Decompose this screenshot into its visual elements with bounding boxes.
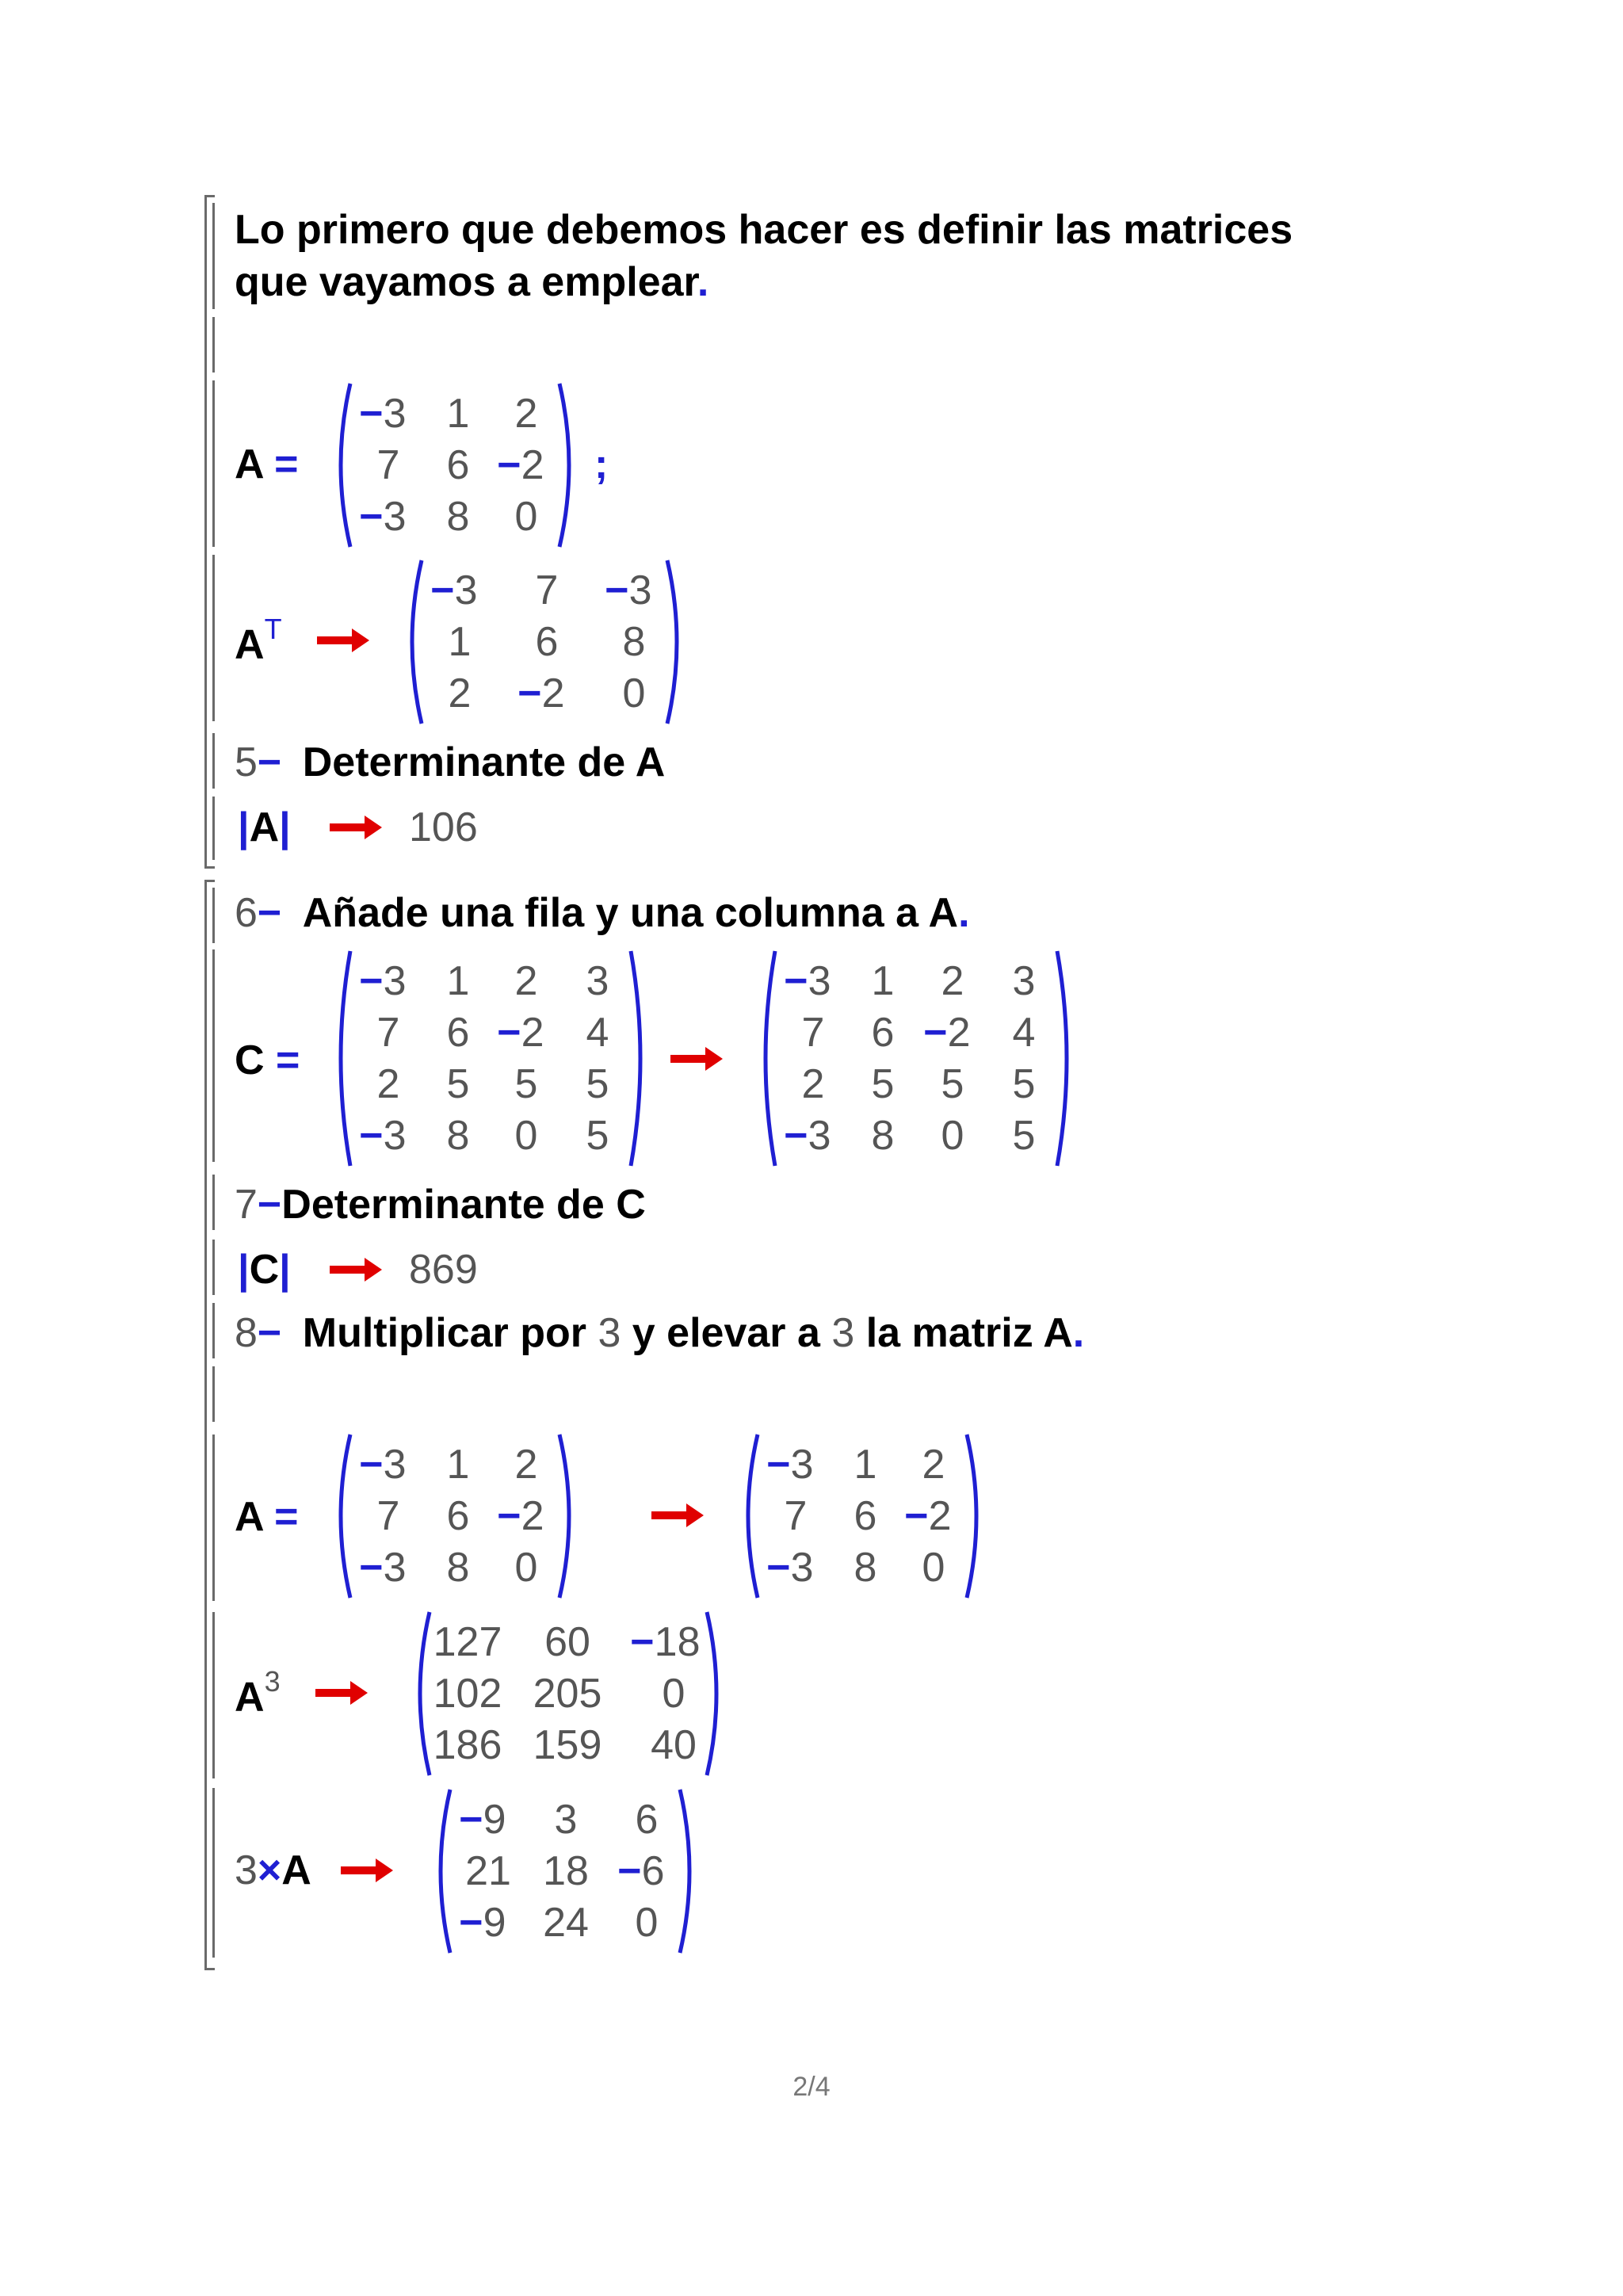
matrix-C-result <box>758 948 1073 1169</box>
minus-sign: − <box>497 1010 521 1056</box>
matrix-cell <box>630 1619 701 1665</box>
cell-bar <box>212 888 215 943</box>
matrix-cell: 7 <box>376 1493 400 1539</box>
cell-value: 3 <box>383 1442 407 1488</box>
minus-sign: − <box>459 1797 483 1843</box>
matrix-cell: 0 <box>514 1113 538 1159</box>
matrix-cell <box>784 958 831 1004</box>
matrix-cell <box>459 1900 506 1946</box>
matrix-cell: 8 <box>854 1545 877 1591</box>
intro-period: . <box>697 259 709 305</box>
intro-line-2 <box>235 259 709 305</box>
cell-bar <box>212 1435 215 1601</box>
cell-value: 6 <box>641 1848 665 1894</box>
cell-bar <box>212 380 215 547</box>
left-parenthesis <box>420 1612 430 1775</box>
minus-sign: − <box>359 1113 384 1159</box>
matrix-cell: 6 <box>854 1493 877 1539</box>
matrix-cell <box>359 1545 407 1591</box>
step7-text: Determinante de C <box>281 1182 646 1228</box>
scalar-number: 3 <box>235 1847 258 1893</box>
matrix-cell <box>497 1010 544 1056</box>
minus-sign: − <box>359 1442 384 1488</box>
cell-value: 18 <box>654 1619 701 1665</box>
cell-bar <box>212 1175 215 1230</box>
matrix-cell: 1 <box>854 1442 877 1488</box>
matrix-cell: 2 <box>514 958 538 1004</box>
matrix-cell: 7 <box>535 567 559 613</box>
cell-value: 3 <box>383 494 407 540</box>
matrix-cell: 4 <box>586 1010 609 1056</box>
step5-dash: − <box>257 739 282 785</box>
minus-sign: − <box>359 391 384 437</box>
step5-text: Determinante de A <box>302 739 666 785</box>
matrix-cell: 3 <box>554 1797 578 1843</box>
matrix-cell: 0 <box>514 494 538 540</box>
intro-line-1: Lo primero que debemos hacer es definir las matrices <box>235 207 1293 253</box>
transpose-superscript: T <box>264 613 282 645</box>
step6-label <box>235 1037 300 1083</box>
matrix-cell <box>766 1442 814 1488</box>
step8-number: 8 <box>235 1310 258 1356</box>
matrix-cell: 60 <box>544 1619 590 1665</box>
matrix-C <box>333 948 647 1169</box>
matrix-cell: 2 <box>514 391 538 437</box>
left-parenthesis <box>766 951 775 1166</box>
matrix-cell: 7 <box>376 1010 400 1056</box>
matrix-cell: 6 <box>446 442 470 488</box>
matrix-cell: 0 <box>922 1545 945 1591</box>
matrix-cell: 5 <box>586 1061 609 1107</box>
cell-bar <box>212 797 215 860</box>
right-parenthesis <box>559 1435 569 1598</box>
right-parenthesis <box>967 1435 976 1598</box>
step8-n2: 3 <box>831 1310 855 1356</box>
matrix-cell <box>359 391 407 437</box>
matrix-cell: 5 <box>1012 1061 1036 1107</box>
step8-defA-equals: = <box>274 1494 299 1540</box>
minus-sign: − <box>430 567 455 613</box>
step8-text-b: y elevar a <box>621 1310 832 1356</box>
defA-letter: A <box>235 441 263 487</box>
matrix-cell: 8 <box>446 1545 470 1591</box>
cell-bar <box>212 317 215 372</box>
arrow-icon <box>328 1255 384 1284</box>
matrix-cell: 7 <box>376 442 400 488</box>
matrix-cell: 3 <box>1012 958 1036 1004</box>
cube-superscript: 3 <box>264 1665 281 1698</box>
matrix-cell: 5 <box>941 1061 964 1107</box>
left-parenthesis <box>412 560 422 724</box>
det-bar-right: | <box>279 804 291 850</box>
cell-value: 2 <box>928 1493 952 1539</box>
left-parenthesis <box>341 951 350 1166</box>
step8-text-a: Multiplicar por <box>302 1310 598 1356</box>
step8-period: . <box>1072 1310 1085 1356</box>
right-parenthesis <box>680 1790 689 1953</box>
matrix-cell: 1 <box>871 958 895 1004</box>
minus-sign: − <box>630 1619 655 1665</box>
matrix-cell: 1 <box>448 619 472 665</box>
step8-defA-letter: A <box>235 1494 263 1540</box>
matrix-cell: 0 <box>941 1113 964 1159</box>
minus-sign: − <box>784 1113 808 1159</box>
arrow-icon <box>650 1501 705 1530</box>
step5-det <box>238 804 291 850</box>
matrix-cell: 0 <box>514 1545 538 1591</box>
matrix-A-step8-result <box>740 1431 983 1601</box>
matrix-cell <box>617 1848 665 1894</box>
arrow-icon <box>669 1045 724 1073</box>
matrix-cell: 18 <box>543 1848 589 1894</box>
matrix-A <box>333 380 575 550</box>
matrix-cell: 5 <box>1012 1113 1036 1159</box>
cell-value: 3 <box>383 1545 407 1591</box>
matrix-cell: 159 <box>533 1722 602 1768</box>
step8-heading <box>235 1312 1084 1354</box>
matrix-cell <box>766 1545 814 1591</box>
matrix-cell <box>459 1797 506 1843</box>
left-parenthesis <box>341 384 350 547</box>
matrix-cell: 2 <box>514 1442 538 1488</box>
matrix-cell: 6 <box>535 619 559 665</box>
minus-sign: − <box>904 1493 929 1539</box>
matrix-cell: 6 <box>635 1797 659 1843</box>
step6-number: 6 <box>235 890 258 936</box>
step7-heading <box>235 1182 646 1228</box>
cube-label <box>235 1665 281 1721</box>
scalar-letter: A <box>281 1847 311 1893</box>
cell-bar <box>212 733 215 789</box>
cell-bar <box>212 1303 215 1358</box>
cell-value: 2 <box>521 442 544 488</box>
matrix-A-cubed <box>412 1609 723 1778</box>
minus-sign: − <box>617 1848 642 1894</box>
minus-sign: − <box>605 567 629 613</box>
matrix-A-step8 <box>333 1431 575 1601</box>
det-bar-left: | <box>238 1247 250 1293</box>
matrix-A-transpose <box>404 557 683 727</box>
step7-det-letter: C <box>249 1247 280 1293</box>
step6-dash: − <box>257 890 282 936</box>
cell-bar <box>212 949 215 1162</box>
matrix-cell: 4 <box>1012 1010 1036 1056</box>
step5-heading <box>235 739 666 785</box>
step7-det-value: 869 <box>409 1247 478 1293</box>
minus-sign: − <box>923 1010 948 1056</box>
matrix-cell: 186 <box>433 1722 502 1768</box>
right-parenthesis <box>667 560 677 724</box>
cell-value: 2 <box>521 1010 544 1056</box>
left-parenthesis <box>441 1790 450 1953</box>
matrix-cell: 8 <box>446 1113 470 1159</box>
step6-equals: = <box>276 1037 300 1083</box>
matrix-cell: 7 <box>784 1493 808 1539</box>
left-parenthesis <box>748 1435 758 1598</box>
matrix-cell: 127 <box>433 1619 502 1665</box>
minus-sign: − <box>359 1545 384 1591</box>
defA-semicolon: ; <box>594 441 609 487</box>
arrow-icon <box>328 813 384 842</box>
cell-value: 3 <box>383 958 407 1004</box>
matrix-cell <box>904 1493 952 1539</box>
matrix-cell <box>517 670 565 716</box>
step8-defA-label <box>235 1496 298 1538</box>
matrix-cell: 6 <box>446 1493 470 1539</box>
step8-n1: 3 <box>598 1310 621 1356</box>
minus-sign: − <box>766 1442 791 1488</box>
det-bar-left: | <box>238 804 250 850</box>
matrix-cell <box>359 958 407 1004</box>
matrix-cell: 1 <box>446 958 470 1004</box>
cell-value: 9 <box>483 1797 506 1843</box>
minus-sign: − <box>459 1900 483 1946</box>
right-parenthesis <box>631 951 640 1166</box>
cell-value: 3 <box>383 391 407 437</box>
matrix-cell: 5 <box>871 1061 895 1107</box>
step8-text-c: la matriz A <box>854 1310 1073 1356</box>
cell-value: 2 <box>521 1493 544 1539</box>
matrix-cell: 6 <box>446 1010 470 1056</box>
matrix-cell <box>430 567 478 613</box>
minus-sign: − <box>359 494 384 540</box>
matrix-cell: 0 <box>622 670 646 716</box>
matrix-cell: 21 <box>465 1848 511 1894</box>
step8-dash: − <box>257 1310 282 1356</box>
minus-sign: − <box>359 958 384 1004</box>
matrix-cell: 0 <box>635 1900 659 1946</box>
scalar-times: × <box>257 1847 282 1893</box>
step6-heading <box>235 892 970 934</box>
matrix-cell <box>605 567 652 613</box>
cube-letter: A <box>235 1674 265 1721</box>
transpose-label <box>235 613 282 668</box>
matrix-cell: 1 <box>446 391 470 437</box>
cell-bar <box>212 555 215 721</box>
det-bar-right: | <box>279 1247 291 1293</box>
matrix-cell: 6 <box>871 1010 895 1056</box>
matrix-cell <box>359 494 407 540</box>
cell-value: 2 <box>947 1010 971 1056</box>
step7-det <box>238 1247 291 1293</box>
scalar-label <box>235 1847 311 1893</box>
cell-bar <box>212 1612 215 1778</box>
matrix-cell: 5 <box>514 1061 538 1107</box>
left-parenthesis <box>341 1435 350 1598</box>
matrix-cell: 0 <box>662 1671 685 1717</box>
defA-label <box>235 441 299 487</box>
matrix-cell: 2 <box>448 670 472 716</box>
matrix-cell: 2 <box>922 1442 945 1488</box>
step5-number: 5 <box>235 739 258 785</box>
matrix-cell <box>784 1113 831 1159</box>
cell-bar <box>212 1366 215 1422</box>
cell-bar <box>212 1788 215 1958</box>
matrix-cell: 1 <box>446 1442 470 1488</box>
matrix-3A <box>433 1786 696 1956</box>
intro-line-2-text: que vayamos a emplear <box>235 259 697 305</box>
cell-bar <box>212 1240 215 1295</box>
minus-sign: − <box>497 442 521 488</box>
matrix-cell: 24 <box>543 1900 589 1946</box>
cell-value: 3 <box>454 567 478 613</box>
cell-value: 3 <box>628 567 652 613</box>
matrix-cell: 2 <box>801 1061 825 1107</box>
matrix-cell: 205 <box>533 1671 602 1717</box>
transpose-letter: A <box>235 621 265 668</box>
cell-value: 9 <box>483 1900 506 1946</box>
cell-value: 3 <box>790 1545 814 1591</box>
matrix-cell: 5 <box>586 1113 609 1159</box>
minus-sign: − <box>766 1545 791 1591</box>
step7-dash: − <box>257 1182 282 1228</box>
cell-value: 3 <box>808 1113 831 1159</box>
minus-sign: − <box>517 670 542 716</box>
matrix-cell: 5 <box>446 1061 470 1107</box>
matrix-cell <box>359 1442 407 1488</box>
step6-letter: C <box>235 1037 265 1083</box>
matrix-cell <box>497 442 544 488</box>
matrix-cell: 2 <box>941 958 964 1004</box>
cell-value: 3 <box>808 958 831 1004</box>
matrix-cell: 8 <box>871 1113 895 1159</box>
step6-period: . <box>958 890 970 936</box>
step5-det-value: 106 <box>409 804 478 850</box>
minus-sign: − <box>497 1493 521 1539</box>
matrix-cell: 8 <box>622 619 646 665</box>
matrix-cell: 2 <box>376 1061 400 1107</box>
right-parenthesis <box>559 384 569 547</box>
matrix-cell <box>923 1010 971 1056</box>
step7-number: 7 <box>235 1182 258 1228</box>
right-parenthesis <box>1057 951 1067 1166</box>
page-number: 2/4 <box>792 2072 831 2102</box>
matrix-cell: 7 <box>801 1010 825 1056</box>
cell-value: 2 <box>541 670 565 716</box>
matrix-cell: 102 <box>433 1671 502 1717</box>
matrix-cell: 3 <box>586 958 609 1004</box>
matrix-cell <box>359 1113 407 1159</box>
matrix-cell: 8 <box>446 494 470 540</box>
minus-sign: − <box>784 958 808 1004</box>
step5-det-letter: A <box>249 804 280 850</box>
arrow-icon <box>314 1679 369 1707</box>
cell-value: 3 <box>383 1113 407 1159</box>
matrix-cell: 40 <box>651 1722 697 1768</box>
cell-bar <box>212 203 215 309</box>
step6-text: Añade una fila y una columna a A <box>302 890 959 936</box>
arrow-icon <box>315 626 371 655</box>
arrow-icon <box>339 1856 395 1885</box>
right-parenthesis <box>707 1612 716 1775</box>
matrix-cell <box>497 1493 544 1539</box>
defA-equals: = <box>274 441 299 487</box>
cell-value: 3 <box>790 1442 814 1488</box>
